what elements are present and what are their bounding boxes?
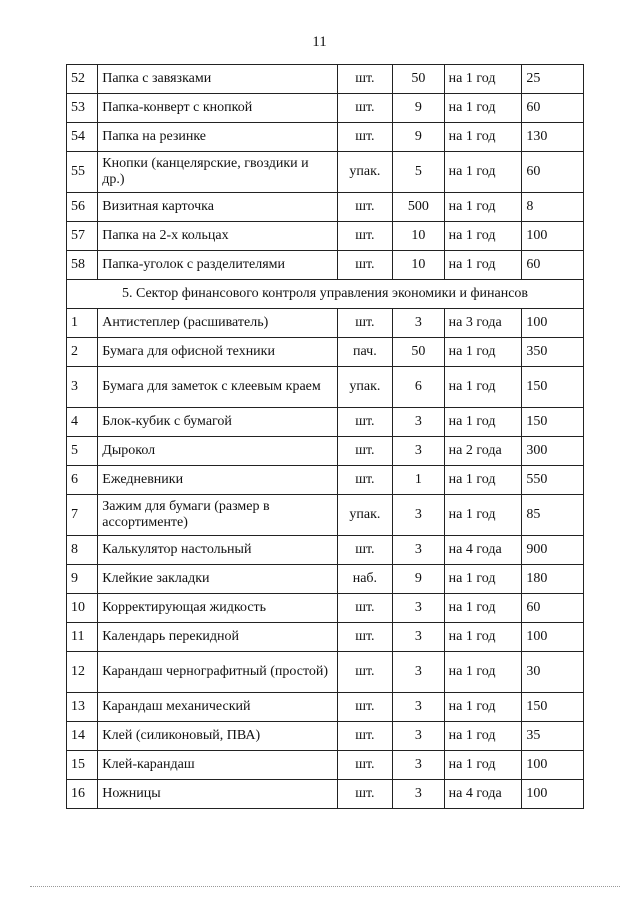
row-number-cell: 8	[67, 536, 98, 565]
price-cell: 100	[522, 751, 584, 780]
unit-cell: шт.	[337, 722, 393, 751]
quantity-cell: 3	[393, 309, 444, 338]
unit-cell: пач.	[337, 338, 393, 367]
period-cell: на 1 год	[444, 722, 522, 751]
price-cell: 8	[522, 193, 584, 222]
unit-cell: шт.	[337, 65, 393, 94]
unit-cell: шт.	[337, 693, 393, 722]
row-number-cell: 53	[67, 94, 98, 123]
item-name-cell: Кнопки (канцелярские, гвоздики и др.)	[98, 152, 337, 193]
row-number-cell: 52	[67, 65, 98, 94]
page-number: 11	[312, 34, 327, 50]
price-cell: 30	[522, 652, 584, 693]
row-number-cell: 55	[67, 152, 98, 193]
item-name-cell: Папка-уголок с разделителями	[98, 251, 337, 280]
item-name-cell: Карандаш механический	[98, 693, 337, 722]
quantity-cell: 9	[393, 565, 444, 594]
item-name-cell: Визитная карточка	[98, 193, 337, 222]
item-name-cell: Папка на резинке	[98, 123, 337, 152]
item-name-cell: Клейкие закладки	[98, 565, 337, 594]
period-cell: на 1 год	[444, 408, 522, 437]
period-cell: на 1 год	[444, 152, 522, 193]
table-row	[67, 751, 584, 780]
row-number-cell: 5	[67, 437, 98, 466]
quantity-cell: 50	[393, 338, 444, 367]
unit-cell: шт.	[337, 466, 393, 495]
unit-cell: шт.	[337, 780, 393, 809]
period-cell: на 1 год	[444, 222, 522, 251]
period-cell: на 1 год	[444, 367, 522, 408]
table-row	[67, 152, 584, 193]
unit-cell: шт.	[337, 623, 393, 652]
price-cell: 85	[522, 495, 584, 536]
table-row	[67, 309, 584, 338]
table-row	[67, 367, 584, 408]
price-cell: 100	[522, 222, 584, 251]
table-row	[67, 495, 584, 536]
supplies-table-body	[67, 65, 584, 809]
row-number-cell: 2	[67, 338, 98, 367]
row-number-cell: 16	[67, 780, 98, 809]
quantity-cell: 6	[393, 367, 444, 408]
item-name-cell: Блок-кубик с бумагой	[98, 408, 337, 437]
row-number-cell: 1	[67, 309, 98, 338]
row-number-cell: 7	[67, 495, 98, 536]
row-number-cell: 12	[67, 652, 98, 693]
table-row	[67, 338, 584, 367]
period-cell: на 1 год	[444, 751, 522, 780]
table-row	[67, 536, 584, 565]
price-cell: 60	[522, 152, 584, 193]
item-name-cell: Ножницы	[98, 780, 337, 809]
table-row	[67, 251, 584, 280]
period-cell: на 1 год	[444, 94, 522, 123]
period-cell: на 2 года	[444, 437, 522, 466]
table-row	[67, 652, 584, 693]
quantity-cell: 3	[393, 594, 444, 623]
table-row	[67, 623, 584, 652]
quantity-cell: 3	[393, 408, 444, 437]
row-number-cell: 11	[67, 623, 98, 652]
section-header-row	[67, 280, 584, 309]
row-number-cell: 13	[67, 693, 98, 722]
unit-cell: шт.	[337, 536, 393, 565]
period-cell: на 1 год	[444, 338, 522, 367]
price-cell: 150	[522, 693, 584, 722]
unit-cell: шт.	[337, 309, 393, 338]
scan-edge-line	[30, 886, 620, 887]
item-name-cell: Антистеплер (расшиватель)	[98, 309, 337, 338]
quantity-cell: 3	[393, 623, 444, 652]
quantity-cell: 9	[393, 94, 444, 123]
table-row	[67, 193, 584, 222]
item-name-cell: Зажим для бумаги (размер в ассортименте)	[98, 495, 337, 536]
unit-cell: шт.	[337, 408, 393, 437]
quantity-cell: 3	[393, 751, 444, 780]
quantity-cell: 10	[393, 251, 444, 280]
price-cell: 100	[522, 309, 584, 338]
item-name-cell: Бумага для заметок с клеевым краем	[98, 367, 337, 408]
table-row	[67, 94, 584, 123]
quantity-cell: 3	[393, 652, 444, 693]
section-title: 5. Сектор финансового контроля управления экономики и финансов	[67, 280, 584, 309]
table-row	[67, 565, 584, 594]
quantity-cell: 10	[393, 222, 444, 251]
period-cell: на 1 год	[444, 123, 522, 152]
table-row	[67, 222, 584, 251]
price-cell: 550	[522, 466, 584, 495]
period-cell: на 1 год	[444, 594, 522, 623]
price-cell: 25	[522, 65, 584, 94]
item-name-cell: Папка-конверт с кнопкой	[98, 94, 337, 123]
item-name-cell: Бумага для офисной техники	[98, 338, 337, 367]
item-name-cell: Корректирующая жидкость	[98, 594, 337, 623]
price-cell: 350	[522, 338, 584, 367]
price-cell: 180	[522, 565, 584, 594]
item-name-cell: Ежедневники	[98, 466, 337, 495]
period-cell: на 1 год	[444, 466, 522, 495]
table-row	[67, 722, 584, 751]
row-number-cell: 54	[67, 123, 98, 152]
price-cell: 150	[522, 367, 584, 408]
period-cell: на 1 год	[444, 495, 522, 536]
price-cell: 900	[522, 536, 584, 565]
period-cell: на 1 год	[444, 65, 522, 94]
row-number-cell: 56	[67, 193, 98, 222]
unit-cell: шт.	[337, 222, 393, 251]
item-name-cell: Дырокол	[98, 437, 337, 466]
table-row	[67, 693, 584, 722]
table-row	[67, 466, 584, 495]
unit-cell: упак.	[337, 495, 393, 536]
table-row	[67, 408, 584, 437]
row-number-cell: 6	[67, 466, 98, 495]
row-number-cell: 10	[67, 594, 98, 623]
period-cell: на 1 год	[444, 193, 522, 222]
row-number-cell: 3	[67, 367, 98, 408]
row-number-cell: 9	[67, 565, 98, 594]
period-cell: на 1 год	[444, 251, 522, 280]
price-cell: 60	[522, 251, 584, 280]
item-name-cell: Карандаш чернографитный (простой)	[98, 652, 337, 693]
unit-cell: наб.	[337, 565, 393, 594]
table-row	[67, 780, 584, 809]
item-name-cell: Календарь перекидной	[98, 623, 337, 652]
quantity-cell: 3	[393, 693, 444, 722]
quantity-cell: 3	[393, 437, 444, 466]
unit-cell: шт.	[337, 94, 393, 123]
quantity-cell: 50	[393, 65, 444, 94]
period-cell: на 3 года	[444, 309, 522, 338]
period-cell: на 1 год	[444, 652, 522, 693]
row-number-cell: 57	[67, 222, 98, 251]
unit-cell: шт.	[337, 123, 393, 152]
unit-cell: шт.	[337, 594, 393, 623]
quantity-cell: 9	[393, 123, 444, 152]
price-cell: 300	[522, 437, 584, 466]
period-cell: на 1 год	[444, 565, 522, 594]
table-row	[67, 437, 584, 466]
item-name-cell: Папка с завязками	[98, 65, 337, 94]
table-row	[67, 65, 584, 94]
table-row	[67, 123, 584, 152]
row-number-cell: 4	[67, 408, 98, 437]
item-name-cell: Калькулятор настольный	[98, 536, 337, 565]
row-number-cell: 15	[67, 751, 98, 780]
period-cell: на 4 года	[444, 536, 522, 565]
quantity-cell: 5	[393, 152, 444, 193]
row-number-cell: 14	[67, 722, 98, 751]
period-cell: на 1 год	[444, 693, 522, 722]
item-name-cell: Папка на 2-х кольцах	[98, 222, 337, 251]
row-number-cell: 58	[67, 251, 98, 280]
price-cell: 60	[522, 594, 584, 623]
price-cell: 35	[522, 722, 584, 751]
table-row	[67, 594, 584, 623]
supplies-table	[66, 64, 584, 809]
unit-cell: шт.	[337, 751, 393, 780]
quantity-cell: 3	[393, 536, 444, 565]
unit-cell: шт.	[337, 251, 393, 280]
price-cell: 100	[522, 623, 584, 652]
quantity-cell: 3	[393, 722, 444, 751]
price-cell: 130	[522, 123, 584, 152]
price-cell: 150	[522, 408, 584, 437]
price-cell: 60	[522, 94, 584, 123]
unit-cell: шт.	[337, 652, 393, 693]
unit-cell: упак.	[337, 367, 393, 408]
quantity-cell: 1	[393, 466, 444, 495]
item-name-cell: Клей-карандаш	[98, 751, 337, 780]
unit-cell: упак.	[337, 152, 393, 193]
quantity-cell: 3	[393, 495, 444, 536]
quantity-cell: 3	[393, 780, 444, 809]
period-cell: на 4 года	[444, 780, 522, 809]
item-name-cell: Клей (силиконовый, ПВА)	[98, 722, 337, 751]
price-cell: 100	[522, 780, 584, 809]
quantity-cell: 500	[393, 193, 444, 222]
unit-cell: шт.	[337, 193, 393, 222]
period-cell: на 1 год	[444, 623, 522, 652]
unit-cell: шт.	[337, 437, 393, 466]
